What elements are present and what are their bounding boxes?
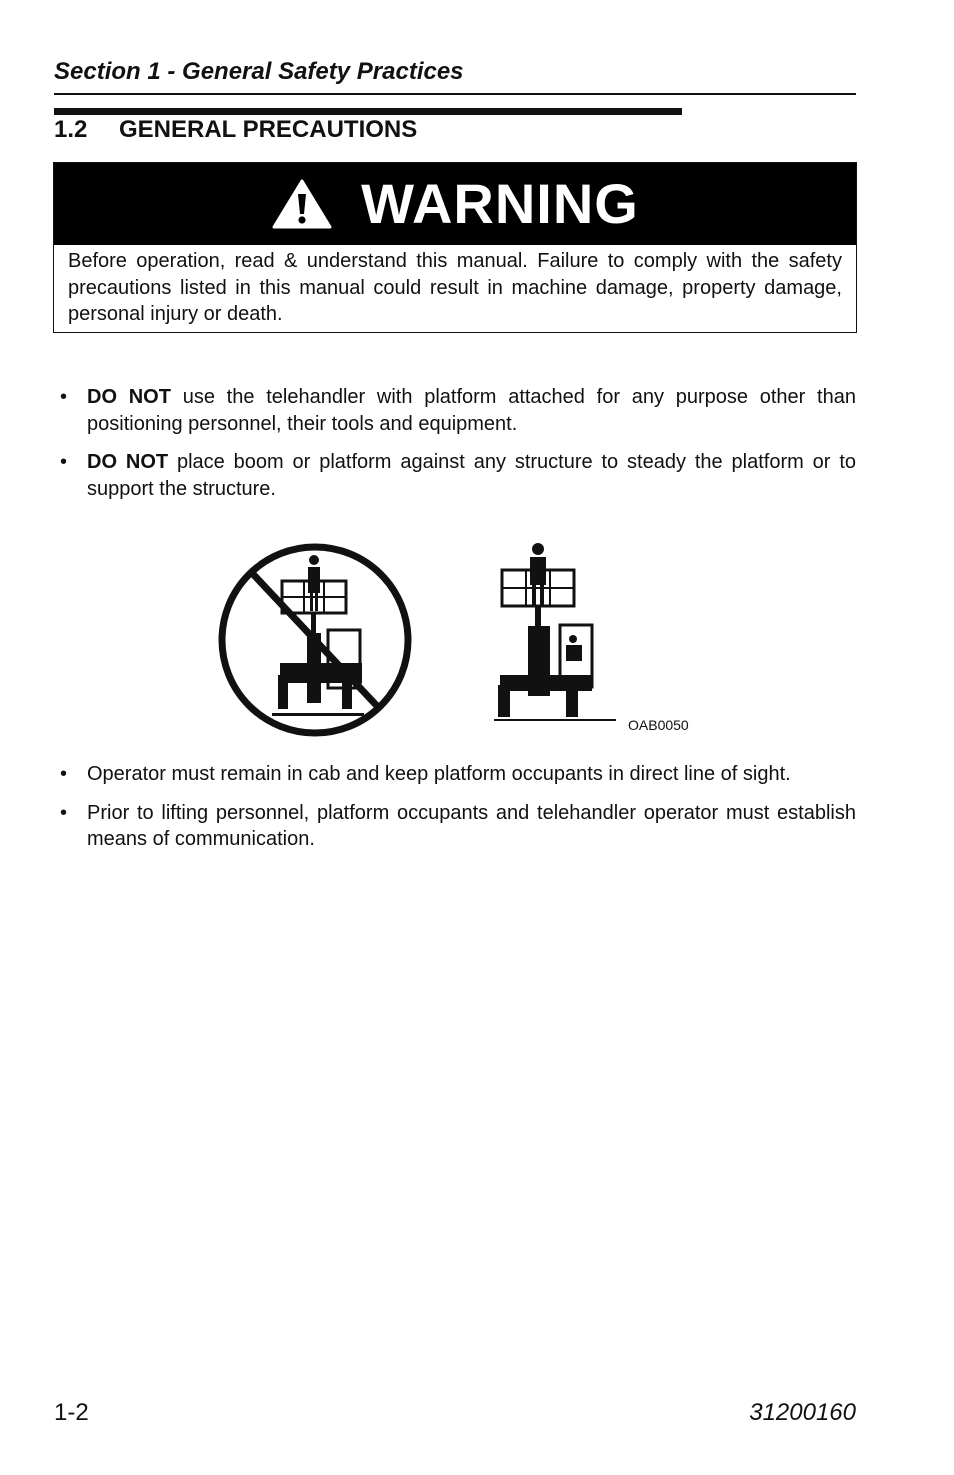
list-item-text: Prior to lifting personnel, platform occupants and telehandler operator must establish means of communication. <box>87 801 856 850</box>
warning-banner <box>54 163 856 245</box>
list-item <box>54 384 856 437</box>
correct-example <box>494 543 616 721</box>
precautions-list-a <box>54 384 856 514</box>
emphasis: DO NOT <box>87 451 169 473</box>
figure-code: OAB0050 <box>628 717 689 733</box>
section-heading <box>54 115 417 145</box>
heading-title: GENERAL PRECAUTIONS <box>119 116 418 143</box>
list-item-text: use the telehandler with platform attached for any purpose other than positioning personnel, their tools and equipment. <box>87 386 856 435</box>
warning-title: WARNING <box>361 172 639 235</box>
telehandler-platform-illustration <box>210 535 710 745</box>
page-number: 1-2 <box>54 1399 89 1426</box>
warning-text: Before operation, read & understand this manual. Failure to comply with the safety precautions listed in this manual could result in machine damage, property damage, personal injury or death. <box>68 250 842 325</box>
emphasis: DO NOT <box>87 386 171 408</box>
list-item-text: place boom or platform against any structure to steady the platform or to support the structure. <box>87 451 856 500</box>
section-header: Section 1 - General Safety Practices <box>54 58 464 85</box>
list-item <box>54 800 856 853</box>
bullet-icon: • <box>60 763 68 785</box>
warning-box <box>53 162 857 333</box>
list-item <box>54 449 856 502</box>
precautions-list-b <box>54 761 856 865</box>
warning-triangle-icon <box>271 178 333 230</box>
bullet-icon: • <box>60 801 68 824</box>
bullet-icon: • <box>60 451 68 473</box>
heading-number: 1.2 <box>54 116 88 143</box>
list-item-text: Operator must remain in cab and keep platform occupants in direct line of sight. <box>87 763 791 785</box>
prohibited-example <box>222 547 408 733</box>
document-number: 31200160 <box>749 1399 856 1426</box>
bullet-icon: • <box>60 386 68 408</box>
heading-rule <box>54 108 682 115</box>
header-rule <box>54 93 856 95</box>
list-item <box>54 761 856 788</box>
